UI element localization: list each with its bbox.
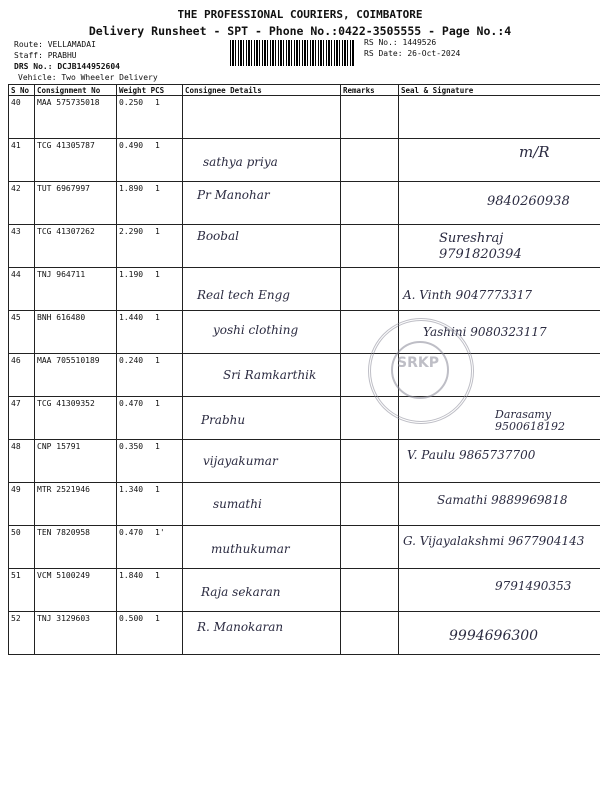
- sno-cell: 51: [9, 569, 35, 612]
- consignee-cell: [183, 268, 341, 311]
- sno-cell: 43: [9, 225, 35, 268]
- remarks-cell: [341, 139, 399, 182]
- consignee-cell: [183, 440, 341, 483]
- col-header-remarks: Remarks: [341, 85, 399, 96]
- weight-pcs-cell: [117, 139, 183, 182]
- consignee-handwriting: Pr Manohar: [197, 188, 270, 202]
- runsheet-subtitle: Delivery Runsheet - SPT - Phone No.:0422-3505555 - Page No.:4: [88, 24, 512, 38]
- rs-date: RS Date: 26-Oct-2024: [364, 49, 461, 58]
- weight-value: 0.490: [119, 141, 144, 150]
- table-row: [9, 397, 600, 440]
- consignee-handwriting: Prabhu: [201, 413, 246, 427]
- consignee-handwriting: Real tech Engg: [197, 288, 290, 302]
- weight-pcs-cell: [117, 354, 183, 397]
- pcs-value: 1: [155, 184, 160, 193]
- signature-handwriting: Sureshraj 9791820394: [439, 231, 522, 262]
- runsheet-title: THE PROFESSIONAL COURIERS, COIMBATORE: [177, 8, 423, 21]
- weight-pcs-cell: [117, 526, 183, 569]
- signature-cell: [399, 139, 600, 182]
- sno-cell: 41: [9, 139, 35, 182]
- consignment-cell: MAA 705510189: [35, 354, 117, 397]
- sno-cell: 42: [9, 182, 35, 225]
- sno-cell: 44: [9, 268, 35, 311]
- sno-cell: 47: [9, 397, 35, 440]
- consignment-cell: MTR 2521946: [35, 483, 117, 526]
- weight-value: 1.440: [119, 313, 144, 322]
- col-header-weight: Weight: [119, 85, 147, 95]
- signature-handwriting: Yashini 9080323117: [423, 325, 547, 339]
- table-row: [9, 182, 600, 225]
- sno-cell: 52: [9, 612, 35, 655]
- weight-pcs-cell: [117, 268, 183, 311]
- signature-handwriting: 9994696300: [449, 628, 539, 644]
- col-header-signature: Seal & Signature: [399, 85, 600, 96]
- signature-handwriting: m/R: [519, 143, 550, 161]
- signature-handwriting: 9791490353: [495, 579, 572, 593]
- col-header-pcs: PCS: [150, 85, 165, 95]
- col-header-weight-pcs: [117, 85, 183, 96]
- weight-pcs-cell: [117, 397, 183, 440]
- signature-cell: [399, 483, 600, 526]
- sno-cell: 49: [9, 483, 35, 526]
- consignee-handwriting: sathya priya: [203, 155, 278, 169]
- pcs-value: 1: [155, 313, 160, 322]
- table-row: [9, 483, 600, 526]
- weight-value: 0.470: [119, 399, 144, 408]
- consignee-cell: [183, 182, 341, 225]
- consignee-cell: [183, 354, 341, 397]
- weight-value: 0.500: [119, 614, 144, 623]
- pcs-value: 1: [155, 485, 160, 494]
- barcode-image: [230, 40, 355, 66]
- signature-cell: [399, 440, 600, 483]
- weight-pcs-cell: [117, 182, 183, 225]
- weight-pcs-cell: [117, 569, 183, 612]
- signature-cell: [399, 612, 600, 655]
- remarks-cell: [341, 569, 399, 612]
- remarks-cell: [341, 440, 399, 483]
- consignee-cell: [183, 225, 341, 268]
- signature-handwriting: 9840260938: [487, 194, 570, 209]
- pcs-value: 1: [155, 442, 160, 451]
- table-row: [9, 526, 600, 569]
- consignee-handwriting: sumathi: [213, 497, 262, 511]
- weight-pcs-cell: [117, 483, 183, 526]
- consignee-cell: [183, 96, 341, 139]
- signature-handwriting: A. Vinth 9047773317: [403, 288, 533, 302]
- consignee-handwriting: muthukumar: [211, 542, 290, 556]
- weight-value: 1.890: [119, 184, 144, 193]
- pcs-value: 1: [155, 270, 160, 279]
- signature-cell: [399, 268, 600, 311]
- sno-cell: 50: [9, 526, 35, 569]
- consignee-cell: [183, 612, 341, 655]
- consignee-cell: [183, 397, 341, 440]
- remarks-cell: [341, 612, 399, 655]
- sno-cell: 40: [9, 96, 35, 139]
- consignment-cell: TCG 41309352: [35, 397, 117, 440]
- col-header-sno: S No: [9, 85, 35, 96]
- consignee-handwriting: Sri Ramkarthik: [223, 368, 317, 382]
- weight-value: 1.340: [119, 485, 144, 494]
- pcs-value: 1: [155, 227, 160, 236]
- runsheet-table: [8, 84, 600, 655]
- signature-cell: [399, 569, 600, 612]
- pcs-value: 1': [155, 528, 165, 537]
- table-row: [9, 311, 600, 354]
- consignment-cell: TUT 6967997: [35, 182, 117, 225]
- staff-label: Staff: PRABHU: [14, 51, 77, 60]
- pcs-value: 1: [155, 399, 160, 408]
- consignee-cell: [183, 526, 341, 569]
- consignee-cell: [183, 311, 341, 354]
- table-row: [9, 354, 600, 397]
- sno-cell: 46: [9, 354, 35, 397]
- weight-pcs-cell: [117, 440, 183, 483]
- consignment-cell: VCM 5100249: [35, 569, 117, 612]
- pcs-value: 1: [155, 571, 160, 580]
- remarks-cell: [341, 483, 399, 526]
- drs-number: DRS No.: DCJB144952604: [14, 62, 120, 71]
- weight-pcs-cell: [117, 96, 183, 139]
- table-header-row: [9, 85, 600, 96]
- weight-value: 2.290: [119, 227, 144, 236]
- vehicle-label: Vehicle: Two Wheeler Delivery: [18, 73, 158, 82]
- pcs-value: 1: [155, 356, 160, 365]
- consignee-handwriting: vijayakumar: [203, 454, 278, 468]
- remarks-cell: [341, 96, 399, 139]
- signature-handwriting: V. Paulu 9865737700: [407, 448, 536, 462]
- consignment-cell: TNJ 964711: [35, 268, 117, 311]
- signature-cell: [399, 96, 600, 139]
- table-row: [9, 139, 600, 182]
- weight-pcs-cell: [117, 225, 183, 268]
- sno-cell: 48: [9, 440, 35, 483]
- rs-number: RS No.: 1449526: [364, 38, 437, 47]
- signature-cell: [399, 225, 600, 268]
- weight-value: 1.840: [119, 571, 144, 580]
- remarks-cell: [341, 268, 399, 311]
- consignee-handwriting: yoshi clothing: [213, 323, 299, 337]
- weight-pcs-cell: [117, 311, 183, 354]
- signature-handwriting: Samathi 9889969818: [437, 493, 568, 507]
- weight-value: 0.350: [119, 442, 144, 451]
- company-seal-stamp: [368, 318, 474, 424]
- consignment-cell: BNH 616480: [35, 311, 117, 354]
- consignment-cell: TEN 7820958: [35, 526, 117, 569]
- consignee-handwriting: Raja sekaran: [201, 585, 281, 599]
- consignee-handwriting: R. Manokaran: [197, 620, 284, 634]
- table-row: [9, 612, 600, 655]
- consignment-cell: CNP 15791: [35, 440, 117, 483]
- weight-value: 1.190: [119, 270, 144, 279]
- signature-cell: [399, 182, 600, 225]
- remarks-cell: [341, 225, 399, 268]
- signature-handwriting: Darasamy 9500618192: [495, 408, 565, 433]
- table-row: [9, 440, 600, 483]
- col-header-consignee: Consignee Details: [183, 85, 341, 96]
- signature-cell: [399, 526, 600, 569]
- table-row: [9, 225, 600, 268]
- table-row: [9, 268, 600, 311]
- col-header-consignment: Consignment No: [35, 85, 117, 96]
- signature-handwriting: G. Vijayalakshmi 9677904143: [403, 534, 585, 548]
- weight-value: 0.240: [119, 356, 144, 365]
- consignee-cell: [183, 483, 341, 526]
- weight-value: 0.250: [119, 98, 144, 107]
- remarks-cell: [341, 526, 399, 569]
- table-row: [9, 569, 600, 612]
- consignment-cell: TCG 41305787: [35, 139, 117, 182]
- consignment-cell: TNJ 3129603: [35, 612, 117, 655]
- consignee-cell: [183, 139, 341, 182]
- table-row: [9, 96, 600, 139]
- consignment-cell: TCG 41307262: [35, 225, 117, 268]
- weight-value: 0.470: [119, 528, 144, 537]
- remarks-cell: [341, 182, 399, 225]
- consignment-cell: MAA 575735018: [35, 96, 117, 139]
- pcs-value: 1: [155, 614, 160, 623]
- weight-pcs-cell: [117, 612, 183, 655]
- consignee-handwriting: Boobal: [197, 229, 239, 243]
- pcs-value: 1: [155, 98, 160, 107]
- route-label: Route: VELLAMADAI: [14, 40, 96, 49]
- sno-cell: 45: [9, 311, 35, 354]
- consignee-cell: [183, 569, 341, 612]
- seal-mark: SRKP: [397, 355, 439, 371]
- pcs-value: 1: [155, 141, 160, 150]
